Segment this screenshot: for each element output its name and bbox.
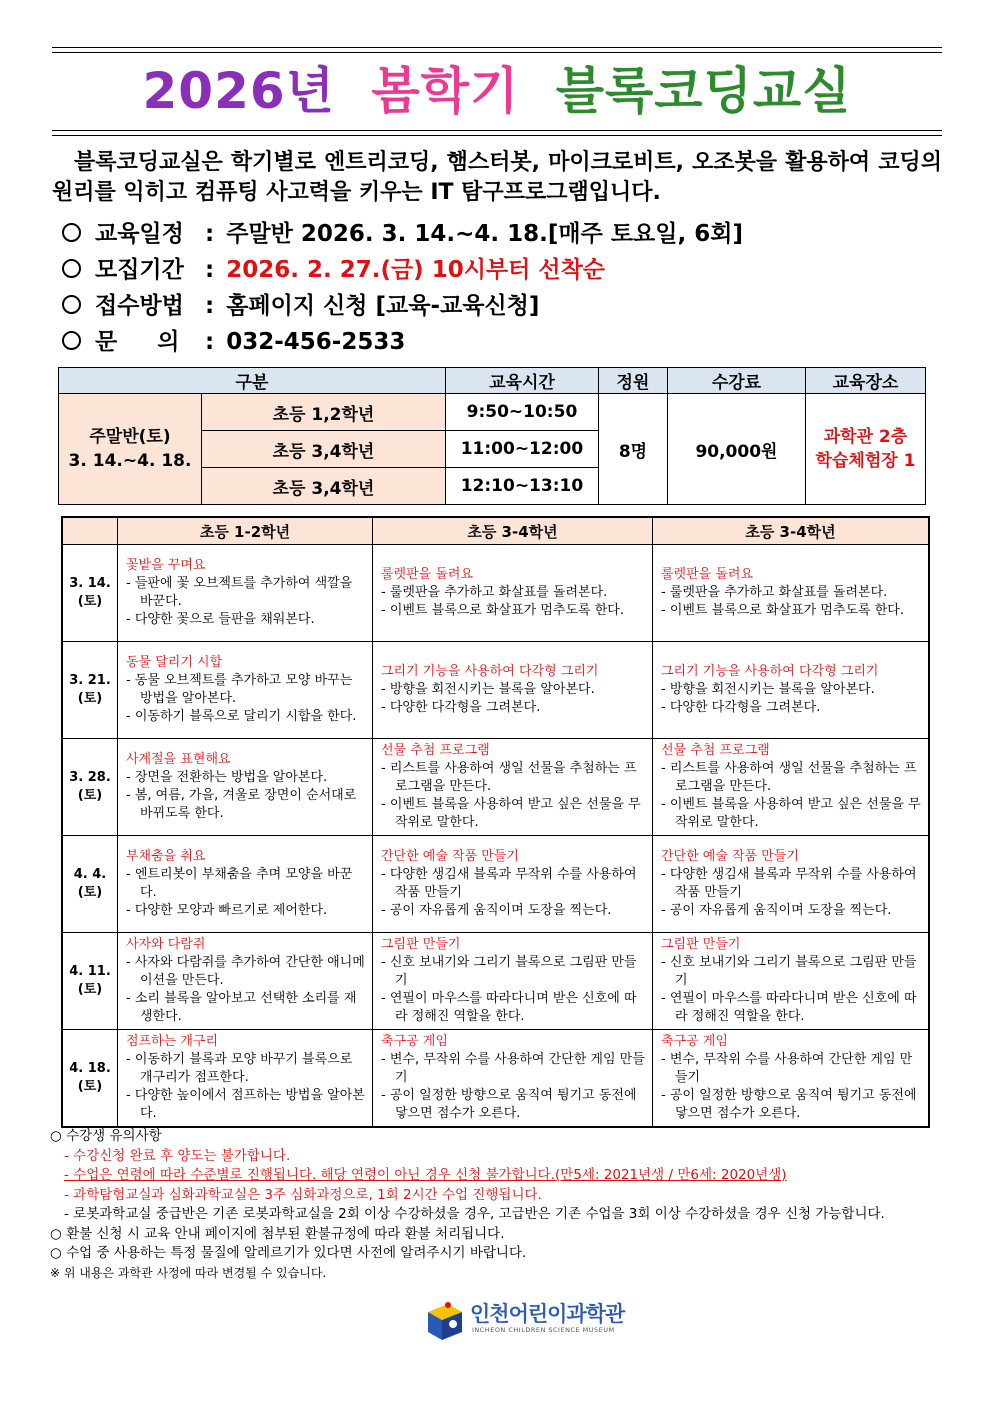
lesson-title: 축구공 게임 bbox=[381, 1034, 448, 1049]
lesson-title: 룰렛판을 돌려요 bbox=[661, 567, 754, 582]
lesson-item: - 변수, 무작위 수를 사용하여 간단한 게임 만들기 bbox=[381, 1052, 645, 1085]
schedule-cell bbox=[653, 1030, 930, 1128]
lesson-item: - 룰렛판을 추가하고 화살표를 돌려본다. bbox=[381, 585, 608, 600]
lesson-title: 그림판 만들기 bbox=[381, 937, 461, 952]
info-apply: 접수방법 : 홈페이지 신청 [교육-교육신청] bbox=[62, 290, 539, 322]
note-refund: ○ 환불 신청 시 교육 안내 페이지에 첨부된 환불규정에 따라 환불 처리됩니다. bbox=[50, 1225, 505, 1242]
note-allergy: ○ 수업 중 사용하는 특정 물질에 알레르기가 있다면 사전에 알려주시기 바랍니다. bbox=[50, 1245, 527, 1261]
summary-header: 교육시간 bbox=[445, 368, 598, 394]
schedule-cell bbox=[373, 1030, 653, 1128]
schedule-cell bbox=[118, 1030, 373, 1128]
title-season: 봄학기 bbox=[371, 62, 520, 120]
schedule-cell bbox=[373, 545, 653, 642]
museum-logo-sub: INCHEON CHILDREN SCIENCE MUSEUM bbox=[472, 1326, 615, 1334]
schedule-date bbox=[62, 836, 118, 933]
notes-section bbox=[50, 1127, 950, 1283]
summary-place-2: 학습체험장 1 bbox=[815, 451, 916, 471]
title-name: 블록코딩교실 bbox=[555, 62, 852, 120]
bottom-rule-2 bbox=[52, 135, 942, 136]
schedule-row bbox=[62, 642, 929, 739]
schedule-cell bbox=[118, 739, 373, 836]
note-robot: - 로봇과학교실 중급반은 기존 로봇과학교실을 2회 이상 수강하셨을 경우, 고급반은 기존 수업을 3회 이상 수강하셨을 경우 신청 가능합니다. bbox=[64, 1206, 885, 1222]
lesson-item: - 공이 일정한 방향으로 움직여 튕기고 동전에 닿으면 점수가 오른다. bbox=[661, 1088, 917, 1121]
schedule-corner bbox=[62, 517, 118, 545]
schedule-cell bbox=[373, 933, 653, 1030]
lesson-item: - 신호 보내기와 그리기 블록으로 그림판 만들기 bbox=[381, 955, 637, 988]
schedule-day-text: (토) bbox=[77, 1079, 103, 1094]
schedule-row bbox=[62, 836, 929, 933]
schedule-row bbox=[62, 739, 929, 836]
summary-class-cell bbox=[59, 394, 202, 505]
bullet-icon bbox=[62, 259, 81, 278]
schedule-date bbox=[62, 1030, 118, 1128]
schedule-date bbox=[62, 545, 118, 642]
lesson-item: - 다양한 높이에서 점프하는 방법을 알아본다. bbox=[126, 1088, 365, 1121]
lesson-item: - 연필이 마우스를 따라다니며 받은 신호에 따라 정해진 역할을 한다. bbox=[381, 991, 637, 1024]
info-contact: 문 의 : 032-456-2533 bbox=[62, 326, 405, 358]
schedule-cell bbox=[118, 545, 373, 642]
lesson-title: 룰렛판을 돌려요 bbox=[381, 567, 474, 582]
lesson-item: - 들판에 꽃 오브젝트를 추가하여 색깔을 바꾼다. bbox=[126, 576, 353, 609]
museum-logo-name: 인천어린이과학관 bbox=[470, 1302, 625, 1326]
lesson-item: - 공이 일정한 방향으로 움직여 튕기고 동전에 닿으면 점수가 오른다. bbox=[381, 1088, 637, 1121]
note-change: ※ 위 내용은 과학관 사정에 따라 변경될 수 있습니다. bbox=[50, 1265, 327, 1280]
schedule-day-text: (토) bbox=[77, 982, 103, 997]
lesson-title: 꽃밭을 꾸며요 bbox=[126, 558, 206, 573]
lesson-title: 사계절을 표현해요 bbox=[126, 752, 231, 767]
info-label: 모집기간 bbox=[95, 257, 184, 283]
lesson-item: - 엔트리봇이 부채춤을 추며 모양을 바꾼다. bbox=[126, 867, 353, 900]
schedule-row bbox=[62, 933, 929, 1030]
bullet-icon bbox=[62, 223, 81, 242]
lesson-title: 축구공 게임 bbox=[661, 1034, 728, 1049]
lesson-title: 그리기 기능을 사용하여 다각형 그리기 bbox=[381, 664, 599, 679]
summary-header: 교육장소 bbox=[805, 368, 925, 394]
schedule-date-text: 3. 14. bbox=[69, 576, 111, 591]
info-value: 2026. 2. 27.(금) 10시부터 선착순 bbox=[226, 257, 606, 283]
schedule-cell bbox=[653, 836, 930, 933]
schedule-cell bbox=[118, 642, 373, 739]
top-rule-2 bbox=[52, 52, 942, 53]
schedule-cell bbox=[653, 739, 930, 836]
info-label: 접수방법 bbox=[95, 293, 184, 319]
summary-place bbox=[805, 394, 925, 505]
title-year: 2026년 bbox=[142, 62, 335, 120]
info-value: 032-456-2533 bbox=[226, 329, 406, 355]
info-label: 교육일정 bbox=[95, 221, 184, 247]
lesson-title: 점프하는 개구리 bbox=[126, 1034, 219, 1049]
schedule-date-text: 3. 21. bbox=[69, 673, 111, 688]
lesson-item: - 변수, 무작위 수를 사용하여 간단한 게임 만들기 bbox=[661, 1052, 913, 1085]
lesson-item: - 다양한 다각형을 그려본다. bbox=[381, 700, 541, 715]
lesson-item: - 이벤트 블록을 사용하여 받고 싶은 선물을 무작위로 말한다. bbox=[661, 797, 921, 830]
schedule-date bbox=[62, 642, 118, 739]
lesson-title: 선물 추첨 프로그램 bbox=[661, 743, 770, 758]
lesson-title: 선물 추첨 프로그램 bbox=[381, 743, 490, 758]
lesson-item: - 이벤트 블록으로 화살표가 멈추도록 한다. bbox=[661, 603, 904, 618]
lesson-title: 그림판 만들기 bbox=[661, 937, 741, 952]
schedule-body bbox=[62, 545, 929, 1128]
summary-grade: 초등 3,4학년 bbox=[202, 468, 446, 505]
lesson-item: - 방향을 회전시키는 블록을 알아본다. bbox=[381, 682, 595, 697]
info-value: 홈페이지 신청 [교육-교육신청] bbox=[226, 293, 540, 319]
info-value: 주말반 2026. 3. 14.~4. 18.[매주 토요일, 6회] bbox=[226, 221, 743, 247]
info-schedule: 교육일정 : 주말반 2026. 3. 14.~4. 18.[매주 토요일, 6회] bbox=[62, 218, 743, 250]
summary-time: 11:00~12:00 bbox=[445, 431, 598, 468]
lesson-item: - 룰렛판을 추가하고 화살표를 돌려본다. bbox=[661, 585, 888, 600]
note-transfer: - 수강신청 완료 후 양도는 불가합니다. bbox=[64, 1147, 291, 1164]
lesson-item: - 다양한 다각형을 그려본다. bbox=[661, 700, 821, 715]
schedule-table bbox=[61, 516, 930, 1128]
lesson-item: - 소리 블록을 알아보고 선택한 소리를 재생한다. bbox=[126, 991, 357, 1024]
schedule-header: 초등 3-4학년 bbox=[373, 517, 653, 545]
lesson-item: - 리스트를 사용하여 생일 선물을 추첨하는 프로그램을 만든다. bbox=[661, 761, 917, 794]
schedule-day-text: (토) bbox=[77, 885, 103, 900]
lesson-title: 동물 달리기 시합 bbox=[126, 655, 223, 670]
lesson-item: - 사자와 다람쥐를 추가하여 간단한 애니메이션을 만든다. bbox=[126, 955, 365, 988]
bullet-icon bbox=[62, 331, 81, 350]
summary-capacity: 8명 bbox=[598, 394, 667, 505]
summary-time: 12:10~13:10 bbox=[445, 468, 598, 505]
note-course: - 과학탐험교실과 심화과학교실은 3주 심화과정으로, 1회 2시간 수업 진행됩니다. bbox=[64, 1186, 542, 1203]
schedule-header: 초등 3-4학년 bbox=[653, 517, 930, 545]
summary-header: 수강료 bbox=[667, 368, 805, 394]
info-label: 문 의 bbox=[95, 329, 180, 355]
schedule-day-text: (토) bbox=[77, 788, 103, 803]
schedule-date-text: 4. 18. bbox=[69, 1061, 111, 1076]
lesson-item: - 다양한 꽃으로 들판을 채워본다. bbox=[126, 612, 315, 627]
schedule-date-text: 4. 4. bbox=[73, 867, 107, 882]
schedule-day-text: (토) bbox=[77, 691, 103, 706]
summary-period: 3. 14.~4. 18. bbox=[68, 451, 192, 471]
schedule-date-text: 3. 28. bbox=[69, 770, 111, 785]
lesson-item: - 다양한 생김새 블록과 무작위 수를 사용하여 작품 만들기 bbox=[381, 867, 637, 900]
bullet-icon bbox=[62, 295, 81, 314]
lesson-item: - 다양한 생김새 블록과 무작위 수를 사용하여 작품 만들기 bbox=[661, 867, 917, 900]
schedule-cell bbox=[118, 933, 373, 1030]
summary-header: 정원 bbox=[598, 368, 667, 394]
schedule-cell bbox=[373, 642, 653, 739]
schedule-row bbox=[62, 545, 929, 642]
schedule-date-text: 4. 11. bbox=[69, 964, 111, 979]
bottom-rule-1 bbox=[52, 130, 942, 131]
notes-heading: ○ 수강생 유의사항 bbox=[50, 1128, 162, 1144]
schedule-cell bbox=[118, 836, 373, 933]
page-title bbox=[52, 58, 942, 124]
lesson-title: 간단한 예술 작품 만들기 bbox=[661, 849, 799, 864]
lesson-item: - 연필이 마우스를 따라다니며 받은 신호에 따라 정해진 역할을 한다. bbox=[661, 991, 917, 1024]
lesson-title: 부채춤을 춰요 bbox=[126, 849, 206, 864]
schedule-cell bbox=[373, 739, 653, 836]
schedule-cell bbox=[653, 642, 930, 739]
lesson-title: 사자와 다람쥐 bbox=[126, 937, 206, 952]
lesson-item: - 이벤트 블록을 사용하여 받고 싶은 선물을 무작위로 말한다. bbox=[381, 797, 641, 830]
schedule-day-text: (토) bbox=[77, 594, 103, 609]
schedule-cell bbox=[653, 933, 930, 1030]
top-rule-1 bbox=[52, 47, 942, 48]
intro-text: 블록코딩교실은 학기별로 엔트리코딩, 햄스터봇, 마이크로비트, 오조봇을 활용하여 코딩의 원리를 익히고 컴퓨팅 사고력을 키우는 IT 탐구프로그램입니다. bbox=[52, 150, 942, 205]
schedule-header: 초등 1-2학년 bbox=[118, 517, 373, 545]
schedule-cell bbox=[373, 836, 653, 933]
lesson-item: - 동물 오브젝트를 추가하고 모양 바꾸는 방법을 알아본다. bbox=[126, 673, 353, 706]
lesson-item: - 장면을 전환하는 방법을 알아본다. bbox=[126, 770, 328, 785]
lesson-item: - 이벤트 블록으로 화살표가 멈추도록 한다. bbox=[381, 603, 624, 618]
lesson-item: - 방향을 회전시키는 블록을 알아본다. bbox=[661, 682, 875, 697]
schedule-cell bbox=[653, 545, 930, 642]
summary-place-1: 과학관 2층 bbox=[823, 427, 908, 447]
lesson-item: - 이동하기 블록과 모양 바꾸기 블록으로 개구리가 점프한다. bbox=[126, 1052, 353, 1085]
lesson-item: - 봄, 여름, 가을, 겨울로 장면이 순서대로 바뀌도록 한다. bbox=[126, 788, 357, 821]
summary-grade: 초등 1,2학년 bbox=[202, 394, 446, 431]
lesson-item: - 신호 보내기와 그리기 블록으로 그림판 만들기 bbox=[661, 955, 917, 988]
summary-header: 구분 bbox=[59, 368, 446, 394]
summary-table bbox=[58, 367, 926, 505]
lesson-item: - 공이 자유롭게 움직이며 도장을 찍는다. bbox=[661, 903, 892, 918]
lesson-title: 간단한 예술 작품 만들기 bbox=[381, 849, 519, 864]
summary-class: 주말반(토) bbox=[89, 427, 171, 447]
lesson-item: - 리스트를 사용하여 생일 선물을 추첨하는 프로그램을 만든다. bbox=[381, 761, 637, 794]
summary-grade: 초등 3,4학년 bbox=[202, 431, 446, 468]
schedule-date bbox=[62, 933, 118, 1030]
summary-time: 9:50~10:50 bbox=[445, 394, 598, 431]
summary-fee: 90,000원 bbox=[667, 394, 805, 505]
schedule-row bbox=[62, 1030, 929, 1128]
lesson-item: - 다양한 모양과 빠르기로 제어한다. bbox=[126, 903, 328, 918]
lesson-item: - 이동하기 블록으로 달리기 시합을 한다. bbox=[126, 709, 357, 724]
schedule-date bbox=[62, 739, 118, 836]
lesson-item: - 공이 자유롭게 움직이며 도장을 찍는다. bbox=[381, 903, 612, 918]
info-recruit: 모집기간 : 2026. 2. 27.(금) 10시부터 선착순 bbox=[62, 254, 605, 286]
note-age: - 수업은 연령에 따라 수준별로 진행됩니다. 해당 연령이 아닌 경우 신청 불가합니다.(만5세: 2021년생 / 만6세: 2020년생) bbox=[64, 1167, 787, 1183]
lesson-title: 그리기 기능을 사용하여 다각형 그리기 bbox=[661, 664, 879, 679]
